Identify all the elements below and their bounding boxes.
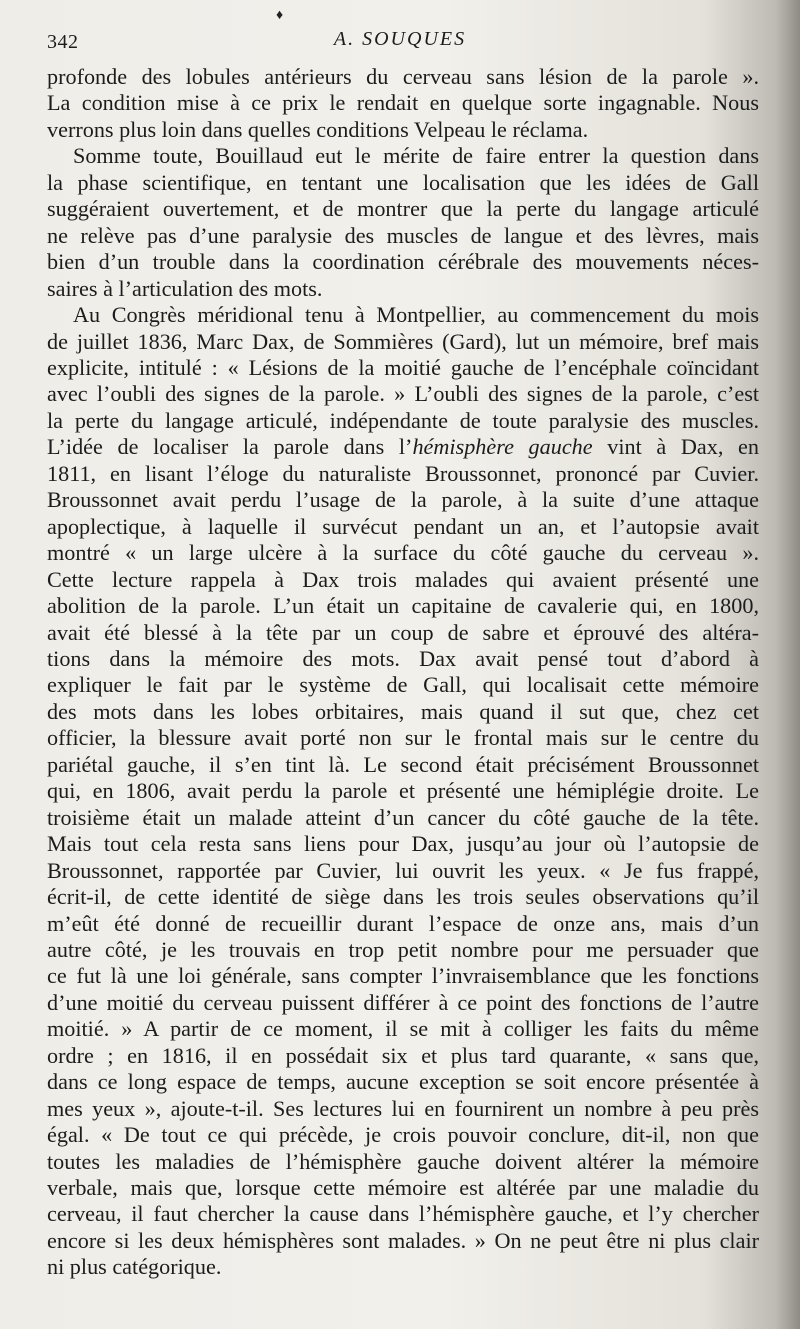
- text-line: ni plus catégorique.: [47, 1254, 222, 1280]
- text-line: troisième était un malade atteint d’un cancer du côté gauche de la tête.: [47, 804, 759, 830]
- text-line: Au Congrès méridional tenu à Montpellier, au commencement du mois: [73, 302, 759, 328]
- text-line: avait été blessé à la tête par un coup de sabre et éprouvé des altéra-: [47, 619, 759, 645]
- text-line: la phase scientifique, en tentant une localisation que les idées de Gall: [47, 169, 759, 195]
- text-line: La condition mise à ce prix le rendait en quelque sorte ingagnable. Nous: [47, 90, 759, 116]
- text-line: la perte du langage articulé, indépendante de toute paralysie des muscles.: [47, 407, 759, 433]
- text-line: dans ce long espace de temps, aucune exception se soit encore présentée à: [47, 1069, 759, 1095]
- text-line: 1811, en lisant l’éloge du naturaliste Broussonnet, prononcé par Cuvier.: [47, 460, 759, 486]
- text-line: abolition de la parole. L’un était un capitaine de cavalerie qui, en 1800,: [47, 593, 759, 619]
- text-line: pariétal gauche, il s’en tint là. Le second était précisément Broussonnet: [47, 751, 759, 777]
- text-line: Somme toute, Bouillaud eut le mérite de faire entrer la question dans: [73, 143, 759, 169]
- text-line: verrons plus loin dans quelles conditions Velpeau le réclama.: [47, 116, 589, 142]
- text-line: ordre ; en 1816, il en possédait six et plus tard quarante, « sans que,: [47, 1042, 759, 1068]
- text-line: saires à l’articulation des mots.: [47, 275, 323, 301]
- page-header: [0, 28, 800, 58]
- text-line: tions dans la mémoire des mots. Dax avait pensé tout d’abord à: [47, 645, 759, 671]
- text-line: Broussonnet avait perdu l’usage de la parole, à la suite d’une attaque: [47, 487, 759, 513]
- text-line: écrit-il, de cette identité de siège dans les trois seules observations qu’il: [47, 884, 759, 910]
- text-line: Broussonnet, rapportée par Cuvier, lui ouvrit les yeux. « Je fus frappé,: [47, 857, 759, 883]
- text-line: de juillet 1836, Marc Dax, de Sommières (Gard), lut un mémoire, bref mais: [47, 328, 759, 354]
- text-line: profonde des lobules antérieurs du cerveau sans lésion de la parole ».: [47, 64, 759, 89]
- text-line: d’une moitié du cerveau puissent différer à ce point des fonctions de l’autre: [47, 989, 759, 1015]
- italic-term: hémisphère gauche: [412, 434, 593, 460]
- text-line: toutes les maladies de l’hémisphère gauche doivent altérer la mémoire: [47, 1148, 759, 1174]
- text-line: suggéraient ouvertement, et de montrer que la perte du langage articulé: [47, 196, 759, 222]
- text-line: montré « un large ulcère à la surface du côté gauche du cerveau ».: [47, 540, 759, 566]
- text-line: des mots dans les lobes orbitaires, mais quand il sut que, chez cet: [47, 698, 759, 724]
- text-segment: L’idée de localiser la parole dans l’: [47, 434, 413, 460]
- text-line: qui, en 1806, avait perdu la parole et présenté une hémiplégie droite. Le: [47, 778, 759, 804]
- page-number: 342: [47, 31, 79, 53]
- text-line: [47, 434, 759, 460]
- text-line: ne relève pas d’une paralysie des muscles de langue et des lèvres, mais: [47, 222, 759, 248]
- text-line: Mais tout cela resta sans liens pour Dax, jusqu’au jour où l’autopsie de: [47, 831, 759, 857]
- body-text: [47, 64, 759, 1281]
- text-line: mes yeux », ajoute-t-il. Ses lectures lui en fournirent un nombre à peu près: [47, 1095, 759, 1121]
- ink-mark: ♦: [276, 8, 284, 23]
- text-line: bien d’un trouble dans la coordination cérébrale des mouvements néces-: [47, 249, 759, 275]
- text-line: cerveau, il faut chercher la cause dans l’hémisphère gauche, et l’y chercher: [47, 1201, 759, 1227]
- text-line: officier, la blessure avait porté non sur le frontal mais sur le centre du: [47, 725, 759, 751]
- text-line: verbale, mais que, lorsque cette mémoire est altérée par une maladie du: [47, 1175, 759, 1201]
- text-line: expliquer le fait par le système de Gall, qui localisait cette mémoire: [47, 672, 759, 698]
- text-line: apoplectique, à laquelle il survécut pendant un an, et l’autopsie avait: [47, 513, 759, 539]
- text-segment: vint à Dax, en: [592, 434, 759, 460]
- text-line: avec l’oubli des signes de la parole. » L’oubli des signes de la parole, c’est: [47, 381, 759, 407]
- text-line: autre côté, je les trouvais en trop petit nombre pour me persuader que: [47, 936, 759, 962]
- text-line: Cette lecture rappela à Dax trois malades qui avaient présenté une: [47, 566, 759, 592]
- text-line: encore si les deux hémisphères sont malades. » On ne peut être ni plus clair: [47, 1227, 759, 1253]
- text-line: ce fut là une loi générale, sans compter l’invraisemblance que les fonctions: [47, 963, 759, 989]
- text-line: égal. « De tout ce qui précède, je crois pouvoir conclure, dit-il, non que: [47, 1122, 759, 1148]
- running-head: A. SOUQUES: [333, 28, 467, 50]
- text-line: moitié. » A partir de ce moment, il se mit à colliger les faits du même: [47, 1016, 759, 1042]
- text-line: explicite, intitulé : « Lésions de la moitié gauche de l’encéphale coïncidant: [47, 354, 759, 380]
- text-line: m’eût été donné de recueillir durant l’espace de onze ans, mais d’un: [47, 910, 759, 936]
